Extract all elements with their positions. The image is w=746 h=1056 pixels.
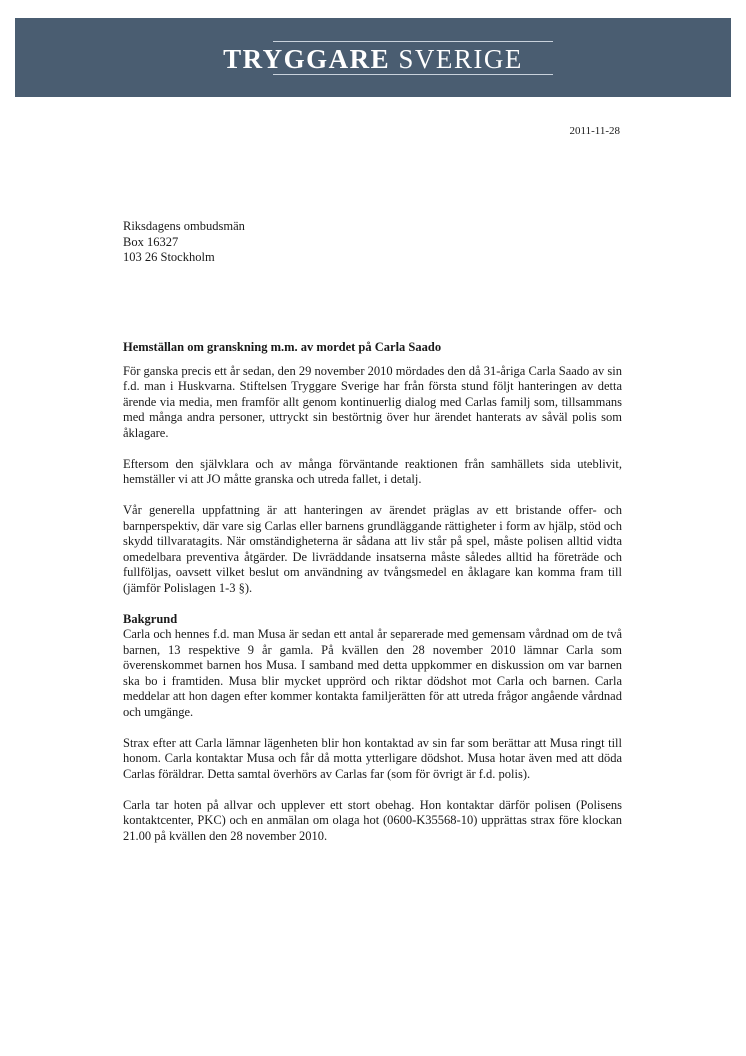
logo-bottom-rule bbox=[273, 74, 553, 75]
letter-title: Hemställan om granskning m.m. av mordet på Carla Saado bbox=[123, 340, 442, 354]
logo-top-rule bbox=[273, 41, 553, 42]
recipient-city: 103 26 Stockholm bbox=[123, 250, 215, 264]
letter-date: 2011-11-28 bbox=[569, 125, 620, 137]
recipient-address bbox=[123, 219, 245, 266]
section-paragraph: Strax efter att Carla lämnar lägenheten blir hon kontaktad av sin far som berättar att Musa ringt till honom. Carla kontaktar Musa och får då motta ytterligare dödshot. Musa hotar även med att döda Carlas föräldrar. Detta samtal överhörs av Carlas far (som för övrigt är f.d. polis). bbox=[123, 735, 622, 781]
logo-bold-text: TRYGGARE bbox=[223, 44, 391, 74]
recipient-box: Box 16327 bbox=[123, 234, 179, 249]
recipient-name: Riksdagens ombudsmän bbox=[123, 219, 245, 233]
section-paragraph: Carla tar hoten på allvar och upplever ett stort obehag. Hon kontaktar därför polisen (Polisens kontaktcenter, PKC) och en anmälan om olaga hot (0600-K35568-10) upprättas strax före klockan 21.00 på kvällen den 28 november 2010. bbox=[123, 797, 622, 843]
logo-regular-text: SVERIGE bbox=[398, 44, 523, 74]
letter-body bbox=[123, 340, 622, 860]
header-banner bbox=[15, 18, 731, 97]
body-paragraph: För ganska precis ett år sedan, den 29 november 2010 mördades den då 31-åriga Carla Saado av sin f.d. man i Huskvarna. Stiftelsen Tryggare Sverige har från första stund följt hanteringen av detta ärende via media, men framför allt genom kontinuerlig dialog med Carlas familj som, tillsammans med många andra personer, uttryckt sin bestörtnig över hur ärendet hanterats av såväl polis som åklagare. bbox=[123, 363, 622, 440]
section-paragraph: Carla och hennes f.d. man Musa är sedan ett antal år separerade med gemensam vårdnad om de två barnen, 13 respektive 9 år gamla. På kvällen den 28 november 2010 lämnar Carla som överenskommet barnen hos Musa. I samband med detta uppkommer en diskussion om var barnen ska bo i framtiden. Musa blir mycket upprörd och riktar dödshot mot Carla och barnen. Carla meddelar att hon dagen efter kommer kontakta familjerätten för att utreda frågor angående vårdnad och umgänge. bbox=[123, 627, 622, 719]
body-paragraph: Vår generella uppfattning är att hanteringen av ärendet präglas av ett bristande offer- och barnperspektiv, där vare sig Carlas eller barnens grundläggande rättigheter i form av hjälp, stöd och skydd tillvaratagits. När omständigheterna är sådana att liv står på spel, måste polisen alltid vidta omedelbara preventiva åtgärder. De livräddande insatserna måste således alltid ha företräde och fullföljas, oavsett vilket beslut om användning av tvångsmedel en åklagare kan komma fram till (jämför Polislagen 1-3 §). bbox=[123, 503, 622, 595]
body-paragraph: Eftersom den självklara och av många förväntande reaktionen från samhällets sida uteblivit, hemställer vi att JO måtte granska och utreda fallet, i detalj. bbox=[123, 456, 622, 486]
section-heading: Bakgrund bbox=[123, 611, 178, 626]
logo bbox=[15, 44, 731, 74]
